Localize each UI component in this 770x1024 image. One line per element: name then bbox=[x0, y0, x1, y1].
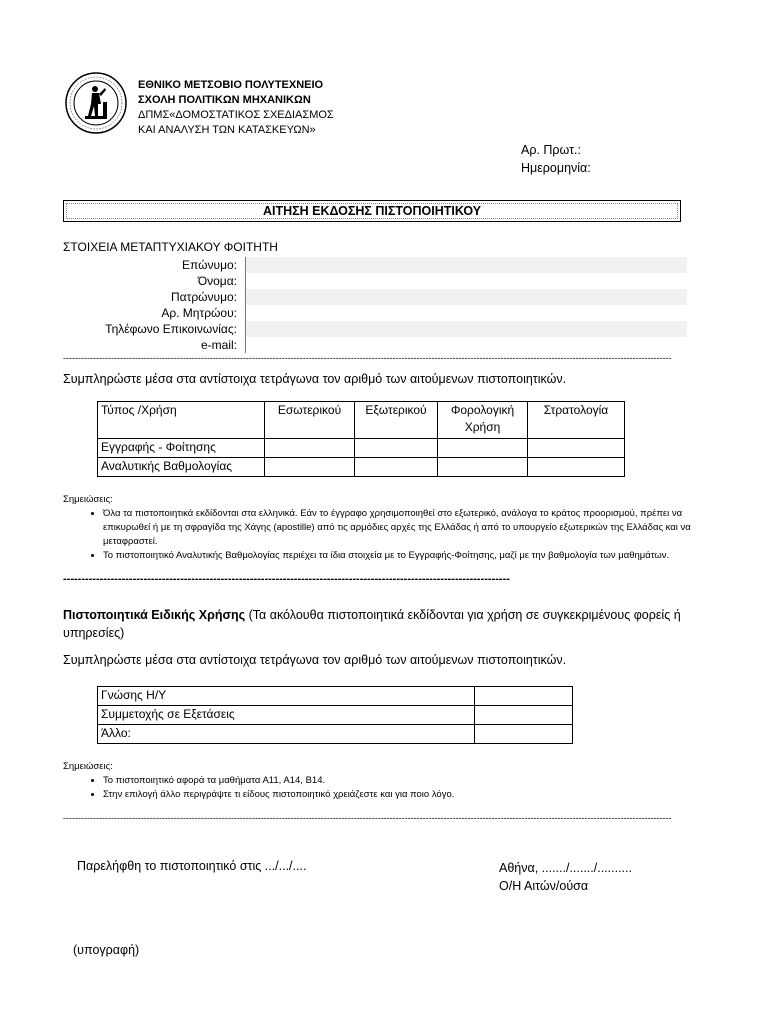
signature-label: (υπογραφή) bbox=[73, 943, 140, 957]
row-exam-participation-label: Συμμετοχής σε Εξετάσεις bbox=[98, 706, 475, 725]
note-item: • Το πιστοποιητικό αφορά τα μαθήματα Α11, Α14, Β14. bbox=[103, 774, 703, 788]
father-name-label: Πατρώνυμο: bbox=[170, 290, 237, 304]
row-computer-skills-label: Γνώσης Η/Υ bbox=[98, 687, 475, 706]
special-use-description: (Τα ακόλουθα πιστοποιητικά εκδίδονται για χρήση σε συγκεκριμένους φορείς ή υπηρεσίες) bbox=[63, 608, 681, 640]
applicant-label: Ο/Η Αιτών/ούσα bbox=[499, 879, 589, 893]
form-title bbox=[63, 200, 681, 222]
header-military: Στρατολογία bbox=[528, 402, 625, 439]
row-other-label: Άλλο: bbox=[98, 725, 475, 744]
transcript-tax-cell[interactable] bbox=[438, 458, 528, 477]
email-input[interactable] bbox=[245, 337, 687, 353]
exam-participation-cell[interactable] bbox=[475, 706, 573, 725]
university-seal-logo bbox=[65, 72, 127, 134]
phone-label: Τηλέφωνο Επικοινωνίας: bbox=[105, 322, 237, 336]
form-title-text: ΑΙΤΗΣΗ ΕΚΔΟΣΗΣ ΠΙΣΤΟΠΟΙΗΤΙΚΟΥ bbox=[262, 204, 482, 218]
separator-1: ----------------------------------------------------------------------------------------------------------------------------------------------------------------------------------------------------------- bbox=[63, 353, 672, 363]
enrollment-domestic-cell[interactable] bbox=[265, 439, 355, 458]
father-name-input[interactable] bbox=[245, 289, 687, 305]
table-header-row bbox=[98, 402, 625, 439]
phone-input[interactable] bbox=[245, 321, 687, 337]
special-use-section bbox=[63, 606, 703, 642]
header-domestic: Εσωτερικού bbox=[265, 402, 355, 439]
institution-name: ΕΘΝΙΚΟ ΜΕΤΣΟΒΙΟ ΠΟΛΥΤΕΧΝΕΙΟ bbox=[138, 79, 324, 91]
transcript-domestic-cell[interactable] bbox=[265, 458, 355, 477]
protocol-number-label: Αρ. Πρωτ.: bbox=[521, 143, 581, 157]
special-certificate-table bbox=[97, 686, 573, 744]
instruction-text-1: Συμπληρώστε μέσα στα αντίστοιχα τετράγωνα τον αριθμό των αιτούμενων πιστοποιητικών. bbox=[63, 372, 567, 386]
place-date-text: Αθήνα, ......./......./.......... bbox=[499, 861, 632, 875]
table-row bbox=[98, 687, 573, 706]
transcript-military-cell[interactable] bbox=[528, 458, 625, 477]
student-section-heading: ΣΤΟΙΧΕΙΑ ΜΕΤΑΠΤΥΧΙΑΚΟΥ ΦΟΙΤΗΤΗ bbox=[63, 240, 278, 254]
notes-label: Σημειώσεις: bbox=[63, 761, 113, 772]
special-use-title: Πιστοποιητικά Ειδικής Χρήσης bbox=[63, 608, 246, 622]
notes-block-2 bbox=[63, 760, 703, 802]
computer-skills-cell[interactable] bbox=[475, 687, 573, 706]
school-name: ΣΧΟΛΗ ΠΟΛΙΤΙΚΩΝ ΜΗΧΑΝΙΚΩΝ bbox=[138, 94, 311, 106]
separator-bold: -------------------------------------------------------------------------------------------------------------------------- bbox=[63, 573, 510, 585]
signature-block bbox=[499, 859, 632, 895]
table-row bbox=[98, 725, 573, 744]
institution-header bbox=[138, 78, 334, 138]
surname-input[interactable] bbox=[245, 257, 687, 273]
registry-number-input[interactable] bbox=[245, 305, 687, 321]
header-type-use: Τύπος /Χρήση bbox=[98, 402, 265, 439]
header-abroad: Εξωτερικού bbox=[355, 402, 438, 439]
transcript-abroad-cell[interactable] bbox=[355, 458, 438, 477]
enrollment-abroad-cell[interactable] bbox=[355, 439, 438, 458]
surname-label: Επώνυμο: bbox=[182, 258, 237, 272]
other-cell[interactable] bbox=[475, 725, 573, 744]
separator-2: ----------------------------------------------------------------------------------------------------------------------------------------------------------------------------------------------------------- bbox=[63, 813, 672, 823]
row-transcript-label: Αναλυτικής Βαθμολογίας bbox=[98, 458, 265, 477]
enrollment-military-cell[interactable] bbox=[528, 439, 625, 458]
instruction-text-2: Συμπληρώστε μέσα στα αντίστοιχα τετράγωνα τον αριθμό των αιτούμενων πιστοποιητικών. bbox=[63, 653, 567, 667]
notes-label: Σημειώσεις: bbox=[63, 494, 113, 505]
certificate-table bbox=[97, 401, 625, 477]
note-item: • Στην επιλογή άλλο περιγράψτε τι είδους πιστοποιητικό χρειάζεστε και για ποιο λόγο. bbox=[103, 788, 703, 802]
registry-number-label: Αρ. Μητρώου: bbox=[161, 306, 237, 320]
table-row bbox=[98, 439, 625, 458]
note-item: • Όλα τα πιστοποιητικά εκδίδονται στα ελληνικά. Εάν το έγγραφο χρησιμοποιηθεί στο εξωτερικό, ανάλογα το κράτος προορισμού, πρέπει να επικυρωθεί ή με τη σφραγίδα της Χάγης (apostille) από τις αρμόδιες αρχές της Ελλάδας ή από το υπουργείο εξωτερικών της Ελλάδας και να μεταφραστεί. bbox=[103, 507, 703, 549]
email-label: e-mail: bbox=[200, 338, 237, 352]
program-name-line1: ΔΠΜΣ«ΔΟΜΟΣΤΑΤΙΚΟΣ ΣΧΕΔΙΑΣΜΟΣ bbox=[138, 109, 334, 121]
row-enrollment-label: Εγγραφής - Φοίτησης bbox=[98, 439, 265, 458]
received-date-text: Παρελήφθη το πιστοποιητικό στις .../.../.... bbox=[77, 859, 307, 873]
note-item: • Το πιστοποιητικό Αναλυτικής Βαθμολογίας περιέχει τα ίδια στοιχεία με το Εγγραφής-Φοίτησης, μαζί με την βαθμολογία των μαθημάτων. bbox=[103, 549, 703, 563]
name-input[interactable] bbox=[245, 273, 687, 289]
enrollment-tax-cell[interactable] bbox=[438, 439, 528, 458]
name-label: Όνομα: bbox=[197, 274, 237, 288]
date-label: Ημερομηνία: bbox=[521, 161, 591, 175]
program-name-line2: ΚΑΙ ΑΝΑΛΥΣΗ ΤΩΝ ΚΑΤΑΣΚΕΥΩΝ» bbox=[138, 124, 316, 136]
table-row bbox=[98, 458, 625, 477]
header-tax-use: Φορολογική Χρήση bbox=[438, 402, 528, 439]
protocol-block bbox=[521, 141, 591, 177]
notes-block-1 bbox=[63, 493, 703, 563]
table-row bbox=[98, 706, 573, 725]
